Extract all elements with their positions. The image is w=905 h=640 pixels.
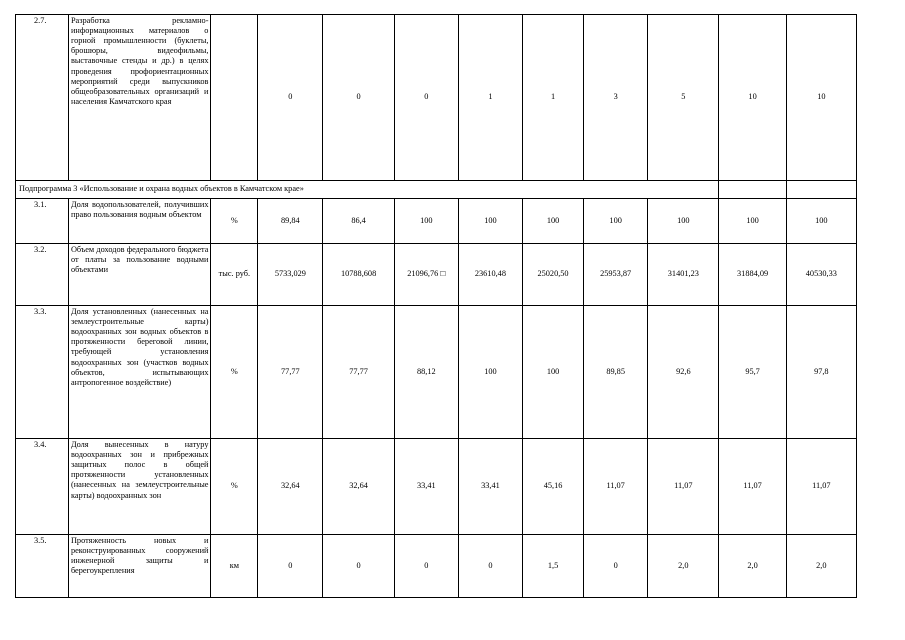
value-cell: 2,0 (786, 535, 856, 598)
value-cell: 5733,029 (258, 244, 323, 306)
value-cell: 2,0 (648, 535, 719, 598)
unit-cell: % (211, 199, 258, 244)
value-cell: 100 (523, 306, 584, 439)
value-cell: 32,64 (258, 439, 323, 535)
value-cell: 2,0 (719, 535, 786, 598)
indicator-name: Разработка рекламно-информационных материалов о горной промышленности (буклеты, брошюры, видеофильмы, выставочные стенды и др.) в целях проведения профориентационных мероприятий среди выпускников общеобразовательных организаций и населения Камчатского края (68, 15, 211, 181)
row-number: 3.2. (16, 244, 69, 306)
value-cell: 0 (258, 535, 323, 598)
unit-cell: км (211, 535, 258, 598)
value-cell: 100 (394, 199, 458, 244)
value-cell: 32,64 (323, 439, 394, 535)
value-cell: 89,84 (258, 199, 323, 244)
table-row (16, 535, 857, 598)
value-cell: 100 (458, 199, 522, 244)
table-row (16, 306, 857, 439)
value-cell: 10 (719, 15, 786, 181)
value-cell: 0 (258, 15, 323, 181)
value-cell: 100 (458, 306, 522, 439)
value-cell: 11,07 (648, 439, 719, 535)
indicator-name: Доля водопользователей, получивших право пользования водным объектом (68, 199, 211, 244)
value-cell: 3 (584, 15, 648, 181)
value-cell: 77,77 (323, 306, 394, 439)
value-cell: 1,5 (523, 535, 584, 598)
unit-cell: тыс. руб. (211, 244, 258, 306)
value-cell: 89,85 (584, 306, 648, 439)
value-cell: 100 (523, 199, 584, 244)
value-cell: 25953,87 (584, 244, 648, 306)
value-cell: 11,07 (719, 439, 786, 535)
subprogram-title: Подпрограмма 3 «Использование и охрана водных объектов в Камчатском крае» (16, 181, 719, 199)
value-cell: 100 (719, 199, 786, 244)
value-cell: 92,6 (648, 306, 719, 439)
row-number: 3.3. (16, 306, 69, 439)
value-cell: 1 (458, 15, 522, 181)
value-cell: 95,7 (719, 306, 786, 439)
value-cell: 0 (458, 535, 522, 598)
value-cell: 100 (786, 199, 856, 244)
value-cell: 40530,33 (786, 244, 856, 306)
value-cell: 100 (648, 199, 719, 244)
value-cell: 0 (394, 15, 458, 181)
indicator-name: Доля вынесенных в натуру водоохранных зон и прибрежных защитных полос в общей протяженности установленных (нанесенных на землеустроительные карты) водоохранных зон (68, 439, 211, 535)
unit-cell (211, 15, 258, 181)
value-cell: 21096,76 □ (394, 244, 458, 306)
empty-cell (786, 181, 856, 199)
value-cell: 23610,48 (458, 244, 522, 306)
value-cell: 88,12 (394, 306, 458, 439)
value-cell: 77,77 (258, 306, 323, 439)
value-cell: 33,41 (394, 439, 458, 535)
value-cell: 11,07 (584, 439, 648, 535)
value-cell: 11,07 (786, 439, 856, 535)
indicator-name: Протяженность новых и реконструированных сооружений инженерной защиты и берегоукрепления (68, 535, 211, 598)
table-row (16, 244, 857, 306)
unit-cell: % (211, 306, 258, 439)
value-cell: 0 (394, 535, 458, 598)
value-cell: 33,41 (458, 439, 522, 535)
table-row (16, 199, 857, 244)
value-cell: 0 (323, 535, 394, 598)
unit-cell: % (211, 439, 258, 535)
value-cell: 10 (786, 15, 856, 181)
value-cell: 45,16 (523, 439, 584, 535)
value-cell: 1 (523, 15, 584, 181)
row-number: 3.4. (16, 439, 69, 535)
indicator-name: Доля установленных (нанесенных на землеустроительные карты) водоохранных зон водных объектов в протяженности береговой линии, требующей установления водоохранных зон (участков водных объектов, испытывающих антропогенное воздействие) (68, 306, 211, 439)
table-row (16, 15, 857, 181)
value-cell: 0 (323, 15, 394, 181)
value-cell: 10788,608 (323, 244, 394, 306)
value-cell: 0 (584, 535, 648, 598)
subprogram-row (16, 181, 857, 199)
empty-cell (719, 181, 786, 199)
value-cell: 97,8 (786, 306, 856, 439)
value-cell: 31401,23 (648, 244, 719, 306)
row-number: 3.5. (16, 535, 69, 598)
value-cell: 5 (648, 15, 719, 181)
indicator-name: Объем доходов федерального бюджета от платы за пользование водными объектами (68, 244, 211, 306)
value-cell: 31884,09 (719, 244, 786, 306)
row-number: 2.7. (16, 15, 69, 181)
value-cell: 25020,50 (523, 244, 584, 306)
value-cell: 100 (584, 199, 648, 244)
indicators-table (15, 14, 857, 598)
table-row (16, 439, 857, 535)
value-cell: 86,4 (323, 199, 394, 244)
row-number: 3.1. (16, 199, 69, 244)
